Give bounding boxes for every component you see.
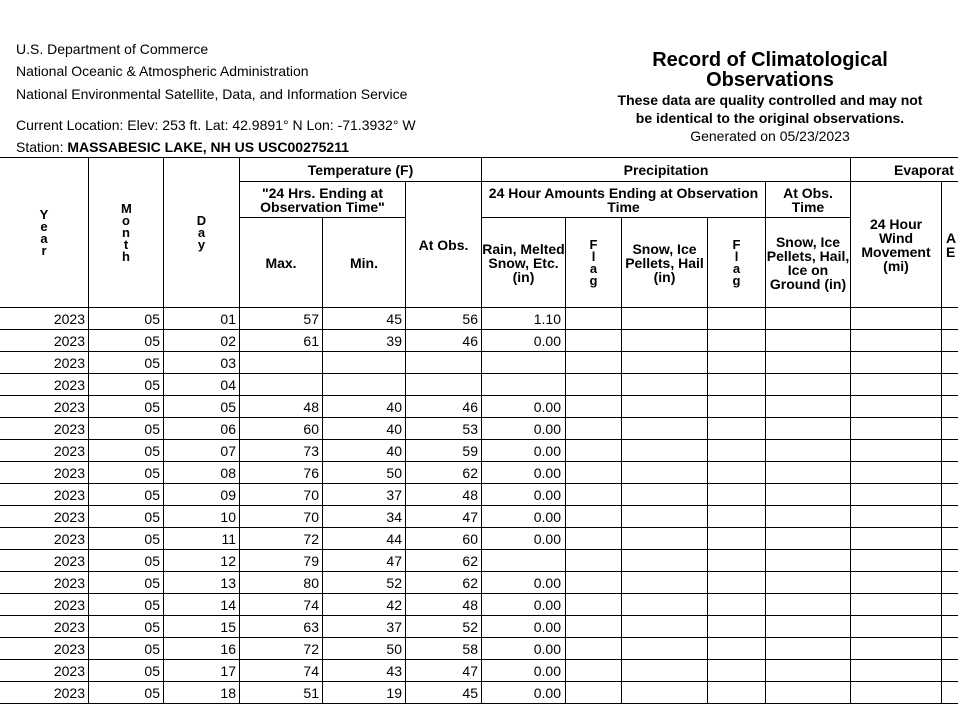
cell-snow-on-ground — [766, 660, 851, 682]
cell-snow — [622, 352, 708, 374]
cell-day: 14 — [164, 594, 240, 616]
cell-snow-flag — [708, 462, 766, 484]
cell-rain-flag — [566, 374, 622, 396]
cell-obs: 45 — [406, 682, 482, 704]
cell-snow — [622, 440, 708, 462]
cell-max — [240, 352, 323, 374]
cell-day: 11 — [164, 528, 240, 550]
cell-rain: 0.00 — [482, 330, 566, 352]
cell-day: 13 — [164, 572, 240, 594]
cell-snow-on-ground — [766, 352, 851, 374]
station — [16, 139, 349, 155]
cell-min — [323, 352, 406, 374]
cell-snow-flag — [708, 352, 766, 374]
cell-snow — [622, 528, 708, 550]
station-label: Station: — [16, 139, 68, 155]
cell-snow-on-ground — [766, 484, 851, 506]
cell-snow-flag — [708, 418, 766, 440]
cell-day: 18 — [164, 682, 240, 704]
table-row — [0, 550, 958, 572]
cell-snow — [622, 660, 708, 682]
cell-rain: 0.00 — [482, 396, 566, 418]
cell-max: 72 — [240, 638, 323, 660]
cell-month: 05 — [89, 308, 164, 330]
cell-snow-flag — [708, 660, 766, 682]
cell-snow-flag — [708, 638, 766, 660]
cell-day: 01 — [164, 308, 240, 330]
qc-note-line-2: be identical to the original observations. — [635, 110, 905, 126]
generated-date: Generated on 05/23/2023 — [690, 128, 850, 144]
cell-snow-flag — [708, 374, 766, 396]
col-min: Min. — [323, 218, 406, 308]
col-temp-at-obs: At Obs. — [406, 182, 482, 308]
col-snow-on-ground: Snow, Ice Pellets, Hail, Ice on Ground (in) — [766, 218, 851, 308]
qc-note-line-1: These data are quality controlled and may not — [617, 92, 923, 108]
cell-day: 16 — [164, 638, 240, 660]
cell-month: 05 — [89, 374, 164, 396]
cell-obs: 47 — [406, 660, 482, 682]
cell-snow-flag — [708, 308, 766, 330]
cell-min: 37 — [323, 484, 406, 506]
cell-rain-flag — [566, 660, 622, 682]
cell-snow-on-ground — [766, 374, 851, 396]
cell-snow-flag — [708, 330, 766, 352]
cell-snow — [622, 594, 708, 616]
cell-month: 05 — [89, 528, 164, 550]
cell-wind — [851, 572, 942, 594]
cell-obs: 59 — [406, 440, 482, 462]
cell-year: 2023 — [0, 506, 89, 528]
cell-rain-flag — [566, 308, 622, 330]
cell-wind — [851, 550, 942, 572]
cell-day: 04 — [164, 374, 240, 396]
cell-rain-flag — [566, 484, 622, 506]
cell-year: 2023 — [0, 682, 89, 704]
cell-year: 2023 — [0, 594, 89, 616]
cell-rain-flag — [566, 572, 622, 594]
cell-snow-on-ground — [766, 396, 851, 418]
cell-obs: 48 — [406, 484, 482, 506]
cell-wind — [851, 308, 942, 330]
station-name: MASSABESIC LAKE, NH US USC00275211 — [67, 139, 350, 155]
cell-partial — [942, 330, 958, 352]
cell-snow-on-ground — [766, 682, 851, 704]
cell-snow — [622, 374, 708, 396]
cell-rain-flag — [566, 506, 622, 528]
precip-at-obs-header: At Obs. Time — [766, 182, 851, 218]
cell-min: 47 — [323, 550, 406, 572]
cell-obs — [406, 374, 482, 396]
cell-year: 2023 — [0, 550, 89, 572]
table-row — [0, 462, 958, 484]
report-title-line-1: Record of Climatological — [652, 49, 888, 71]
cell-month: 05 — [89, 616, 164, 638]
cell-obs: 53 — [406, 418, 482, 440]
temperature-group: Temperature (F) — [240, 158, 482, 182]
cell-snow-on-ground — [766, 418, 851, 440]
cell-rain-flag — [566, 550, 622, 572]
cell-wind — [851, 396, 942, 418]
cell-wind — [851, 660, 942, 682]
cell-day: 15 — [164, 616, 240, 638]
cell-snow-flag — [708, 396, 766, 418]
cell-min: 39 — [323, 330, 406, 352]
cell-obs: 48 — [406, 594, 482, 616]
cell-snow-on-ground — [766, 638, 851, 660]
cell-month: 05 — [89, 330, 164, 352]
table-body — [0, 308, 958, 704]
cell-min: 37 — [323, 616, 406, 638]
cell-obs: 62 — [406, 462, 482, 484]
cell-snow — [622, 550, 708, 572]
agency-line-2: National Oceanic & Atmospheric Administration — [16, 63, 309, 79]
cell-obs: 46 — [406, 330, 482, 352]
cell-partial — [942, 572, 958, 594]
table-header — [0, 158, 958, 308]
cell-year: 2023 — [0, 352, 89, 374]
cell-min: 50 — [323, 462, 406, 484]
table-row — [0, 638, 958, 660]
cell-max: 74 — [240, 660, 323, 682]
cell-max: 61 — [240, 330, 323, 352]
cell-rain: 0.00 — [482, 462, 566, 484]
cell-snow — [622, 418, 708, 440]
cell-rain: 0.00 — [482, 528, 566, 550]
cell-year: 2023 — [0, 330, 89, 352]
col-partial: A E — [942, 182, 958, 308]
cell-snow-on-ground — [766, 528, 851, 550]
cell-rain: 0.00 — [482, 440, 566, 462]
cell-snow-flag — [708, 572, 766, 594]
cell-snow — [622, 572, 708, 594]
cell-wind — [851, 506, 942, 528]
cell-wind — [851, 440, 942, 462]
cell-wind — [851, 594, 942, 616]
cell-month: 05 — [89, 594, 164, 616]
cell-day: 09 — [164, 484, 240, 506]
cell-wind — [851, 616, 942, 638]
cell-snow — [622, 506, 708, 528]
cell-snow — [622, 638, 708, 660]
cell-rain: 0.00 — [482, 638, 566, 660]
cell-rain: 0.00 — [482, 594, 566, 616]
cell-month: 05 — [89, 484, 164, 506]
cell-month: 05 — [89, 396, 164, 418]
cell-min: 40 — [323, 396, 406, 418]
table-row — [0, 418, 958, 440]
cell-min: 40 — [323, 440, 406, 462]
cell-max: 74 — [240, 594, 323, 616]
cell-year: 2023 — [0, 462, 89, 484]
col-day: Day — [164, 158, 240, 308]
cell-min: 40 — [323, 418, 406, 440]
cell-snow — [622, 484, 708, 506]
cell-day: 17 — [164, 660, 240, 682]
cell-year: 2023 — [0, 638, 89, 660]
cell-day: 10 — [164, 506, 240, 528]
cell-snow-on-ground — [766, 506, 851, 528]
agency-line-1: U.S. Department of Commerce — [16, 41, 209, 57]
cell-snow-flag — [708, 594, 766, 616]
cell-month: 05 — [89, 440, 164, 462]
cell-year: 2023 — [0, 418, 89, 440]
cell-snow-on-ground — [766, 462, 851, 484]
cell-rain: 0.00 — [482, 506, 566, 528]
table-row — [0, 352, 958, 374]
cell-snow-flag — [708, 484, 766, 506]
cell-snow-flag — [708, 682, 766, 704]
cell-max: 73 — [240, 440, 323, 462]
cell-wind — [851, 528, 942, 550]
precipitation-group: Precipitation — [482, 158, 851, 182]
col-snow: Snow, Ice Pellets, Hail (in) — [622, 218, 708, 308]
cell-day: 12 — [164, 550, 240, 572]
cell-rain-flag — [566, 440, 622, 462]
cell-snow — [622, 616, 708, 638]
cell-month: 05 — [89, 506, 164, 528]
cell-year: 2023 — [0, 572, 89, 594]
cell-partial — [942, 528, 958, 550]
cell-snow-flag — [708, 528, 766, 550]
cell-wind — [851, 330, 942, 352]
report-title-line-2: Observations — [706, 69, 834, 91]
cell-month: 05 — [89, 572, 164, 594]
cell-max: 72 — [240, 528, 323, 550]
col-year: Year — [0, 158, 89, 308]
cell-partial — [942, 616, 958, 638]
precip-24hr-header: 24 Hour Amounts Ending at Observation Time — [482, 182, 766, 218]
cell-partial — [942, 374, 958, 396]
cell-wind — [851, 484, 942, 506]
col-max: Max. — [240, 218, 323, 308]
cell-rain-flag — [566, 594, 622, 616]
cell-min — [323, 374, 406, 396]
table-row — [0, 440, 958, 462]
cell-year: 2023 — [0, 484, 89, 506]
cell-max: 63 — [240, 616, 323, 638]
evaporation-group: Evaporat — [851, 158, 958, 182]
cell-snow-on-ground — [766, 308, 851, 330]
cell-rain-flag — [566, 682, 622, 704]
cell-day: 07 — [164, 440, 240, 462]
cell-rain — [482, 352, 566, 374]
cell-obs: 56 — [406, 308, 482, 330]
cell-year: 2023 — [0, 308, 89, 330]
cell-snow — [622, 308, 708, 330]
cell-obs: 62 — [406, 572, 482, 594]
cell-rain-flag — [566, 462, 622, 484]
cell-wind — [851, 682, 942, 704]
cell-rain-flag — [566, 352, 622, 374]
table-row — [0, 374, 958, 396]
cell-partial — [942, 418, 958, 440]
cell-partial — [942, 660, 958, 682]
cell-month: 05 — [89, 682, 164, 704]
cell-rain — [482, 550, 566, 572]
cell-max: 57 — [240, 308, 323, 330]
cell-max: 70 — [240, 506, 323, 528]
table-row — [0, 528, 958, 550]
cell-max: 60 — [240, 418, 323, 440]
cell-snow-on-ground — [766, 594, 851, 616]
cell-obs: 52 — [406, 616, 482, 638]
cell-day: 06 — [164, 418, 240, 440]
cell-year: 2023 — [0, 374, 89, 396]
cell-day: 03 — [164, 352, 240, 374]
cell-rain: 0.00 — [482, 682, 566, 704]
cell-partial — [942, 396, 958, 418]
cell-partial — [942, 638, 958, 660]
cell-partial — [942, 462, 958, 484]
table-row — [0, 396, 958, 418]
cell-snow-flag — [708, 506, 766, 528]
cell-max: 70 — [240, 484, 323, 506]
cell-year: 2023 — [0, 440, 89, 462]
cell-wind — [851, 638, 942, 660]
col-month: Month — [89, 158, 164, 308]
cell-obs: 60 — [406, 528, 482, 550]
cell-snow — [622, 330, 708, 352]
cell-rain-flag — [566, 638, 622, 660]
report-title — [600, 50, 940, 144]
cell-obs: 58 — [406, 638, 482, 660]
table-row — [0, 594, 958, 616]
cell-obs — [406, 352, 482, 374]
cell-snow-flag — [708, 616, 766, 638]
cell-day: 08 — [164, 462, 240, 484]
cell-snow — [622, 462, 708, 484]
table-row — [0, 484, 958, 506]
cell-rain-flag — [566, 330, 622, 352]
col-rain: Rain, Melted Snow, Etc. (in) — [482, 218, 566, 308]
table-row — [0, 506, 958, 528]
cell-max: 48 — [240, 396, 323, 418]
cell-month: 05 — [89, 550, 164, 572]
table-row — [0, 572, 958, 594]
cell-partial — [942, 352, 958, 374]
cell-rain: 0.00 — [482, 418, 566, 440]
col-wind-movement: 24 Hour Wind Movement (mi) — [851, 182, 942, 308]
cell-snow-on-ground — [766, 616, 851, 638]
cell-month: 05 — [89, 352, 164, 374]
agency-line-3: National Environmental Satellite, Data, and Information Service — [16, 86, 408, 102]
cell-max: 51 — [240, 682, 323, 704]
cell-snow-on-ground — [766, 572, 851, 594]
cell-day: 02 — [164, 330, 240, 352]
cell-wind — [851, 352, 942, 374]
cell-rain-flag — [566, 528, 622, 550]
cell-min: 19 — [323, 682, 406, 704]
cell-partial — [942, 506, 958, 528]
cell-min: 45 — [323, 308, 406, 330]
col-snow-flag: Flag — [708, 218, 766, 308]
cell-max: 79 — [240, 550, 323, 572]
col-rain-flag: Flag — [566, 218, 622, 308]
table-row — [0, 682, 958, 704]
cell-rain: 0.00 — [482, 660, 566, 682]
table-row — [0, 330, 958, 352]
cell-max — [240, 374, 323, 396]
cell-wind — [851, 418, 942, 440]
cell-obs: 46 — [406, 396, 482, 418]
cell-month: 05 — [89, 638, 164, 660]
cell-partial — [942, 308, 958, 330]
cell-min: 52 — [323, 572, 406, 594]
cell-partial — [942, 440, 958, 462]
cell-month: 05 — [89, 462, 164, 484]
cell-min: 34 — [323, 506, 406, 528]
cell-rain-flag — [566, 396, 622, 418]
cell-rain-flag — [566, 418, 622, 440]
cell-min: 50 — [323, 638, 406, 660]
cell-snow — [622, 396, 708, 418]
cell-wind — [851, 374, 942, 396]
cell-rain: 0.00 — [482, 484, 566, 506]
cell-year: 2023 — [0, 396, 89, 418]
cell-partial — [942, 550, 958, 572]
cell-wind — [851, 462, 942, 484]
cell-rain — [482, 374, 566, 396]
cell-month: 05 — [89, 418, 164, 440]
current-location: Current Location: Elev: 253 ft. Lat: 42.9891° N Lon: -71.3932° W — [16, 117, 416, 133]
cell-snow-on-ground — [766, 440, 851, 462]
cell-partial — [942, 594, 958, 616]
cell-year: 2023 — [0, 660, 89, 682]
cell-rain-flag — [566, 616, 622, 638]
cell-month: 05 — [89, 660, 164, 682]
cell-snow — [622, 682, 708, 704]
cell-year: 2023 — [0, 528, 89, 550]
cell-rain: 0.00 — [482, 572, 566, 594]
cell-rain: 0.00 — [482, 616, 566, 638]
cell-rain: 1.10 — [482, 308, 566, 330]
cell-min: 43 — [323, 660, 406, 682]
cell-min: 42 — [323, 594, 406, 616]
cell-snow-on-ground — [766, 550, 851, 572]
cell-max: 80 — [240, 572, 323, 594]
cell-min: 44 — [323, 528, 406, 550]
observations-table — [0, 157, 958, 704]
table-row — [0, 308, 958, 330]
temp-24hr-header: "24 Hrs. Ending at Observation Time" — [240, 182, 406, 218]
table-row — [0, 616, 958, 638]
cell-snow-flag — [708, 550, 766, 572]
cell-snow-flag — [708, 440, 766, 462]
cell-year: 2023 — [0, 616, 89, 638]
cell-max: 76 — [240, 462, 323, 484]
cell-obs: 62 — [406, 550, 482, 572]
cell-partial — [942, 484, 958, 506]
cell-partial — [942, 682, 958, 704]
cell-snow-on-ground — [766, 330, 851, 352]
cell-day: 05 — [164, 396, 240, 418]
cell-obs: 47 — [406, 506, 482, 528]
table-row — [0, 660, 958, 682]
